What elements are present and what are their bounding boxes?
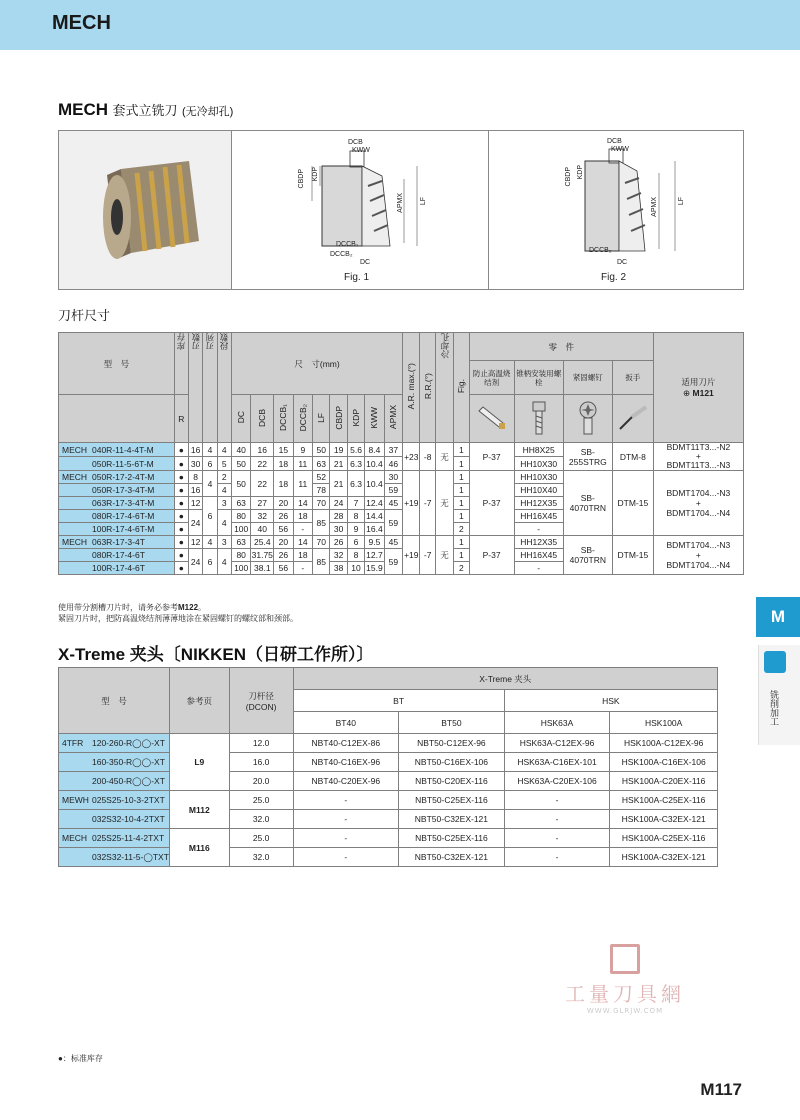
table-notes — [58, 602, 298, 624]
page-number: M117 — [700, 1080, 742, 1099]
fig1-label-kww: KWW — [352, 147, 370, 154]
figure-box — [58, 130, 744, 290]
th-anti-img — [469, 395, 514, 443]
figure-2 — [488, 131, 745, 289]
th-r: R — [174, 395, 188, 443]
th-wrench: 扳手 — [612, 361, 653, 395]
table-row: 050R-11-5-6T-M ● 30 6 5 50 22 18 11 63 21 6.3 10.4 46 1 HH10X30 — [59, 457, 744, 471]
side-tab-m[interactable]: M — [756, 597, 800, 637]
th-dims: 尺 寸(mm) — [231, 333, 402, 395]
fig2-label-kww: KWW — [611, 146, 629, 153]
stock-legend: ●：标准库存 — [58, 1054, 103, 1063]
th2-hsk63: HSK63A — [504, 712, 610, 734]
table-row: 100R-17-4-6T-M ● 100 40 56 - 30 9 16.4 2 - — [59, 523, 744, 536]
note-2: 紧固刀片时，把防高温烧结剂薄薄地涂在紧固螺钉的螺纹部和颈部。 — [58, 614, 298, 623]
th-coolant: 冷却孔 — [435, 333, 453, 443]
th-insert — [653, 333, 743, 443]
table-row: 080R-17-4-6T-M ● 24 4 80 32 26 18 85 28 8 14.4 59 1 HH16X45 — [59, 510, 744, 523]
table-row: 050R-17-3-4T-M ● 16 4 78 59 1 HH10X40 — [59, 484, 744, 497]
th2-xtreme: X-Treme 夹头 — [293, 668, 717, 690]
fig1-caption: Fig. 1 — [344, 272, 370, 283]
fig1-label-dccb1: DCCB₁ — [336, 241, 359, 248]
watermark-text: 工量刀具網 — [565, 982, 685, 1006]
th2-ref: 参考页 — [169, 668, 229, 734]
section2-title — [58, 305, 110, 325]
section3-title-text: X-Treme 夹头〔NIKKEN（日研工作所）〕 — [58, 645, 374, 664]
th2-bt: BT — [293, 690, 504, 712]
th2-hsk100: HSK100A — [610, 712, 718, 734]
th-screw-img — [563, 395, 612, 443]
th-ar: A.R. max.(°) — [403, 333, 420, 443]
ref-m112[interactable]: M112 — [169, 791, 229, 829]
th2-hsk: HSK — [504, 690, 717, 712]
th-rr: R.R.(°) — [420, 333, 435, 443]
note-ref-link[interactable]: M122 — [178, 603, 199, 612]
th2-bt40: BT40 — [293, 712, 399, 734]
th-cbdp: CBDP — [330, 395, 347, 443]
section1-title-cn: 套式立铣刀 — [112, 103, 178, 118]
th-anti: 防止高温烧结剂 — [469, 361, 514, 395]
ref-l9[interactable]: L9 — [169, 734, 229, 791]
th-stock: 库存 — [174, 333, 188, 395]
th-teeth: 刃数 — [188, 333, 202, 443]
th-dccb1: DCCB₁ — [274, 395, 293, 443]
ref-m116[interactable]: M116 — [169, 829, 229, 867]
fig1-label-dcb: DCB — [348, 139, 363, 146]
table-row: MECH 040R-11-4-4T-M ● 16 4 4 40 16 15 9 50 19 5.6 8.4 37 +23 -8 无 1 P-37 HH8X25 SB-255STRG DTM-8 BDMT11T3...-N2 + BDMT11T3...-N3 — [59, 443, 744, 457]
fig1-label-cbdp: CBDP — [298, 169, 305, 189]
th2-dcon: 刀杆径 (DCON) — [229, 668, 293, 734]
th-wrench-img — [612, 395, 653, 443]
insert-ref[interactable]: ⊕ M121 — [683, 388, 714, 398]
th-model: 型 号 — [59, 333, 175, 395]
fig1-label-lf: LF — [420, 197, 427, 206]
th-lf: LF — [313, 395, 330, 443]
th-dc: DC — [231, 395, 250, 443]
tube-icon — [475, 403, 509, 433]
table-row: 100R-17-4-6T ● 100 38.1 56 - 38 10 15.9 2 - — [59, 562, 744, 575]
xtreme-chuck-table — [58, 667, 718, 867]
fig2-label-apmx: APMX — [651, 197, 658, 217]
header-band — [0, 0, 800, 50]
section1-title-main: MECH — [58, 100, 109, 119]
fig1-label-dccb2: DCCB₂ — [330, 251, 353, 258]
watermark-url: WWW.GLRJW.COM — [586, 1007, 664, 1015]
table-row: 160-350-R◯◯-XT 16.0 NBT40-C16EX-96 NBT50-C16EX-106 HSK63A-C16EX-101 HSK100A-C16EX-106 — [59, 753, 718, 772]
section3-title — [58, 640, 373, 665]
fig1-label-apmx: APMX — [397, 193, 404, 213]
watermark — [540, 944, 710, 1015]
th-screw: 紧固螺钉 — [563, 361, 612, 395]
th-fig: Fig. — [454, 333, 469, 443]
th2-model: 型 号 — [59, 668, 170, 734]
bolt-icon — [529, 400, 549, 436]
watermark-logo-icon — [610, 944, 640, 974]
table-row: 200-450-R◯◯-XT 20.0 NBT40-C20EX-96 NBT50-C20EX-116 HSK63A-C20EX-106 HSK100A-C20EX-116 — [59, 772, 718, 791]
th-dccb2: DCCB₂ — [293, 395, 312, 443]
th-bolt-img — [514, 395, 563, 443]
th-model-blank — [59, 395, 175, 443]
th-parts: 零 件 — [469, 333, 653, 361]
fig2-caption: Fig. 2 — [601, 272, 627, 283]
holder-dimension-table — [58, 332, 744, 575]
fig1-label-kdp: KDP — [312, 167, 319, 182]
table-row: 063R-17-3-4T-M ● 12 6 3 63 27 20 14 70 24 7 12.4 45 1 HH12X35 — [59, 497, 744, 510]
table-row: MECH 050R-17-2-4T-M ● 8 4 2 50 22 18 11 52 21 6.3 10.4 30 +19 -7 无 1 P-37 HH10X30 SB-4070TRN DTM-15 BDMT1704...-N3 + BDMT1704...-N4 — [59, 471, 744, 484]
th-stages: 段数 — [217, 333, 231, 443]
header-title: MECH — [52, 12, 111, 34]
note-1: 使用带分割槽刀片时，请务必参考M122。 — [58, 603, 207, 612]
fig2-label-dcb: DCB — [607, 138, 622, 145]
table-row: MECH 063R-17-3-4T ● 12 4 3 63 25.4 20 14 70 26 6 9.5 45 +19 -7 无 1 P-37 HH12X35 SB-4070TRN DTM-15 BDMT1704...-N3 + BDMT1704...-N4 — [59, 536, 744, 549]
product-photo — [59, 131, 231, 289]
table-row: 032S32-10-4-2TXT 32.0 - NBT50-C32EX-121 - HSK100A-C32EX-121 — [59, 810, 718, 829]
wrench-icon — [616, 403, 650, 433]
th-kdp: KDP — [347, 395, 364, 443]
ref-arrow-icon: ⊕ — [683, 388, 691, 398]
table-row: 032S32-11-5-◯TXT 32.0 - NBT50-C32EX-121 - HSK100A-C32EX-121 — [59, 848, 718, 867]
th-apmx: APMX — [384, 395, 402, 443]
table-row: 080R-17-4-6T ● 24 6 4 80 31.75 26 18 85 32 8 12.7 59 1 HH16X45 — [59, 549, 744, 562]
fig1-label-dc: DC — [360, 259, 371, 266]
fig2-label-cbdp: CBDP — [565, 167, 572, 187]
fig2-label-dccb2: DCCB₂ — [589, 247, 612, 254]
section1-title-note: (无冷却孔) — [181, 106, 234, 118]
th-bolt: 锥柄安装用螺栓 — [514, 361, 563, 395]
section2-title-text: 刀杆尺寸 — [58, 308, 111, 323]
figure-1 — [231, 131, 488, 289]
fig2-label-lf: LF — [678, 197, 685, 206]
fig2-label-kdp: KDP — [577, 165, 584, 180]
table-row: 4TFR 120-260-R◯◯-XT L9 12.0 NBT40-C12EX-86 NBT50-C12EX-96 HSK63A-C12EX-96 HSK100A-C12EX-96 — [59, 734, 718, 753]
th-rows: 刃列 — [203, 333, 217, 443]
insert-header-label: 适用刀片 — [681, 377, 716, 387]
fig2-label-dc: DC — [617, 259, 628, 266]
table-row: MEWH 025S25-10-3-2TXT M112 25.0 - NBT50-C25EX-116 - HSK100A-C25EX-116 — [59, 791, 718, 810]
table-row: MECH 025S25-11-4-2TXT M116 25.0 - NBT50-C25EX-116 - HSK100A-C25EX-116 — [59, 829, 718, 848]
th-dcb: DCB — [251, 395, 274, 443]
screw-icon — [576, 400, 600, 436]
milling-icon — [764, 651, 786, 673]
section1-title — [58, 100, 233, 120]
side-category-text: 铣削加工 — [768, 690, 778, 726]
end-mill-photo-icon — [59, 131, 231, 289]
th-kww: KWW — [365, 395, 384, 443]
th2-bt50: BT50 — [399, 712, 505, 734]
